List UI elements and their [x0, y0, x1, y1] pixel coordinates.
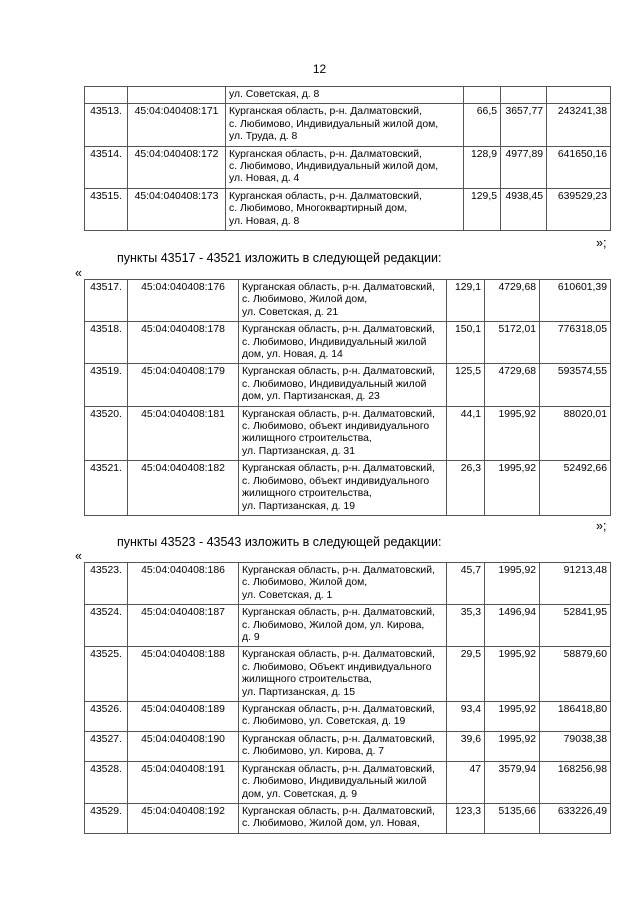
cadastral-value-cell: 58879,60 — [540, 647, 611, 702]
cadastral-value-cell: 776318,05 — [540, 322, 611, 364]
row-number-cell: 43521. — [85, 461, 128, 516]
area-cell: 45,7 — [447, 563, 485, 605]
area-cell: 66,5 — [464, 104, 501, 146]
table-row — [85, 461, 611, 516]
area-cell: 29,5 — [447, 647, 485, 702]
specific-value-cell: 4729,68 — [485, 280, 540, 322]
cadastral-number-cell: 45:04:040408:190 — [128, 731, 239, 761]
specific-value-cell — [501, 87, 547, 104]
area-cell: 125,5 — [447, 364, 485, 406]
address-cell — [226, 104, 464, 146]
address-cell — [239, 605, 447, 647]
address-line: Курганская область, р-н. Далматовский, — [229, 106, 422, 118]
row-number-cell: 43514. — [85, 146, 128, 188]
address-line: ул. Советская, д. 1 — [242, 589, 333, 601]
page-number: 12 — [312, 62, 327, 76]
address-line: с. Любимово, Многоквартирный дом, — [229, 203, 408, 215]
address-line: ул. Новая, д. 4 — [229, 173, 300, 185]
area-cell: 35,3 — [447, 605, 485, 647]
specific-value-cell: 3657,77 — [501, 104, 547, 146]
specific-value-cell: 5172,01 — [485, 322, 540, 364]
specific-value-cell: 4938,45 — [501, 188, 547, 230]
address-line: с. Любимово, Индивидуальный жилой — [242, 378, 427, 390]
area-cell — [464, 87, 501, 104]
address-cell — [239, 364, 447, 406]
address-line: Курганская область, р-н. Далматовский, — [242, 733, 435, 745]
table-row — [85, 104, 611, 146]
row-number-cell: 43518. — [85, 322, 128, 364]
property-table-2 — [84, 279, 611, 516]
specific-value-cell: 4729,68 — [485, 364, 540, 406]
row-number-cell: 43527. — [85, 731, 128, 761]
address-line: Курганская область, р-н. Далматовский, — [242, 805, 435, 817]
address-line: ул. Советская, д. 8 — [229, 89, 320, 100]
address-cell — [239, 731, 447, 761]
area-cell: 123,3 — [447, 803, 485, 833]
address-line: ул. Новая, д. 8 — [229, 215, 300, 227]
address-line: с. Любимово, Индивидуальный жилой дом, — [229, 118, 439, 130]
table-row — [85, 188, 611, 230]
row-number-cell: 43529. — [85, 803, 128, 833]
address-line: Курганская область, р-н. Далматовский, — [229, 148, 422, 160]
cadastral-number-cell: 45:04:040408:171 — [128, 104, 226, 146]
row-number-cell: 43525. — [85, 647, 128, 702]
address-line: ул. Партизанская, д. 15 — [242, 686, 355, 698]
address-cell — [239, 563, 447, 605]
row-number-cell: 43519. — [85, 364, 128, 406]
area-cell: 39,6 — [447, 731, 485, 761]
row-number-cell: 43528. — [85, 761, 128, 803]
specific-value-cell: 1995,92 — [485, 563, 540, 605]
cadastral-value-cell: 168256,98 — [540, 761, 611, 803]
address-cell — [239, 761, 447, 803]
row-number-cell: 43513. — [85, 104, 128, 146]
address-line: с. Любимово, ул. Кирова, д. 7 — [242, 746, 385, 758]
area-cell: 26,3 — [447, 461, 485, 516]
address-line: Курганская область, р-н. Далматовский, — [242, 763, 435, 775]
cadastral-number-cell: 45:04:040408:181 — [128, 406, 239, 461]
cadastral-value-cell: 52841,95 — [540, 605, 611, 647]
cadastral-number-cell: 45:04:040408:189 — [128, 702, 239, 732]
cadastral-value-cell: 88020,01 — [540, 406, 611, 461]
address-line: с. Любимово, объект индивидуального — [242, 421, 430, 433]
specific-value-cell: 1995,92 — [485, 406, 540, 461]
address-cell — [239, 461, 447, 516]
table-row — [85, 803, 611, 833]
table-row — [85, 702, 611, 732]
table-row — [85, 322, 611, 364]
cadastral-value-cell: 52492,66 — [540, 461, 611, 516]
address-line: Курганская область, р-н. Далматовский, — [242, 704, 435, 716]
row-number-cell: 43517. — [85, 280, 128, 322]
address-line: с. Любимово, Индивидуальный жилой дом, — [229, 161, 439, 173]
section-heading-1: пункты 43517 - 43521 изложить в следующей редакции: — [117, 251, 442, 265]
address-line: с. Любимово, ул. Советская, д. 19 — [242, 716, 406, 728]
table-row — [85, 280, 611, 322]
cadastral-value-cell — [547, 87, 611, 104]
address-line: с. Любимово, объект индивидуального — [242, 475, 430, 487]
specific-value-cell: 1995,92 — [485, 702, 540, 732]
address-line: с. Любимово, Жилой дом, — [242, 577, 368, 589]
closing-quote-mark: »; — [596, 519, 607, 533]
table-row — [85, 605, 611, 647]
cadastral-number-cell: 45:04:040408:178 — [128, 322, 239, 364]
area-cell: 44,1 — [447, 406, 485, 461]
address-line: с. Любимово, Индивидуальный жилой — [242, 336, 427, 348]
area-cell: 93,4 — [447, 702, 485, 732]
area-cell: 150,1 — [447, 322, 485, 364]
specific-value-cell: 3579,94 — [485, 761, 540, 803]
row-number-cell: 43520. — [85, 406, 128, 461]
cadastral-number-cell: 45:04:040408:191 — [128, 761, 239, 803]
cadastral-value-cell: 243241,38 — [547, 104, 611, 146]
address-line: Курганская область, р-н. Далматовский, — [229, 190, 422, 202]
specific-value-cell: 1995,92 — [485, 461, 540, 516]
specific-value-cell: 4977,89 — [501, 146, 547, 188]
table-row — [85, 761, 611, 803]
address-line: с. Любимово, Жилой дом, ул. Новая, — [242, 818, 420, 830]
address-line: д. 9 — [242, 632, 260, 644]
address-cell — [239, 322, 447, 364]
address-line: ул. Труда, д. 8 — [229, 131, 298, 143]
address-line: Курганская область, р-н. Далматовский, — [242, 607, 435, 619]
cadastral-value-cell: 79038,38 — [540, 731, 611, 761]
area-cell: 129,1 — [447, 280, 485, 322]
specific-value-cell: 1995,92 — [485, 731, 540, 761]
area-cell: 129,5 — [464, 188, 501, 230]
table-row — [85, 364, 611, 406]
address-line: жилищного строительства, — [242, 433, 372, 445]
address-cell — [226, 188, 464, 230]
address-cell — [226, 87, 464, 104]
row-number-cell: 43523. — [85, 563, 128, 605]
cadastral-number-cell: 45:04:040408:179 — [128, 364, 239, 406]
cadastral-number-cell: 45:04:040408:188 — [128, 647, 239, 702]
table-row — [85, 406, 611, 461]
address-cell — [239, 406, 447, 461]
address-line: ул. Партизанская, д. 31 — [242, 445, 355, 457]
address-cell — [226, 146, 464, 188]
address-line: Курганская область, р-н. Далматовский, — [242, 366, 435, 378]
cadastral-value-cell: 633226,49 — [540, 803, 611, 833]
row-number-cell — [85, 87, 128, 104]
cadastral-value-cell: 593574,55 — [540, 364, 611, 406]
row-number-cell: 43515. — [85, 188, 128, 230]
specific-value-cell: 1995,92 — [485, 647, 540, 702]
specific-value-cell: 5135,66 — [485, 803, 540, 833]
cadastral-value-cell: 186418,80 — [540, 702, 611, 732]
address-line: дом, ул. Советская, д. 9 — [242, 788, 358, 800]
property-table-1 — [84, 86, 611, 231]
cadastral-value-cell: 610601,39 — [540, 280, 611, 322]
area-cell: 47 — [447, 761, 485, 803]
address-line: с. Любимово, Жилой дом, ул. Кирова, — [242, 619, 425, 631]
cadastral-number-cell — [128, 87, 226, 104]
address-line: Курганская область, р-н. Далматовский, — [242, 463, 435, 475]
cadastral-number-cell: 45:04:040408:176 — [128, 280, 239, 322]
cadastral-number-cell: 45:04:040408:192 — [128, 803, 239, 833]
table-row — [85, 146, 611, 188]
opening-quote-mark: « — [75, 266, 82, 280]
cadastral-value-cell: 641650,16 — [547, 146, 611, 188]
cadastral-value-cell: 639529,23 — [547, 188, 611, 230]
address-line: жилищного строительства, — [242, 674, 372, 686]
address-cell — [239, 702, 447, 732]
address-line: жилищного строительства, — [242, 488, 372, 500]
section-heading-2: пункты 43523 - 43543 изложить в следующей редакции: — [117, 535, 442, 549]
address-line: ул. Советская, д. 21 — [242, 306, 339, 318]
address-cell — [239, 803, 447, 833]
row-number-cell: 43524. — [85, 605, 128, 647]
address-line: с. Любимово, Индивидуальный жилой — [242, 776, 427, 788]
address-line: дом, ул. Партизанская, д. 23 — [242, 391, 380, 403]
address-line: Курганская область, р-н. Далматовский, — [242, 282, 435, 293]
cadastral-number-cell: 45:04:040408:187 — [128, 605, 239, 647]
address-cell — [239, 280, 447, 322]
closing-quote-mark: »; — [596, 236, 607, 250]
cadastral-value-cell: 91213,48 — [540, 563, 611, 605]
area-cell: 128,9 — [464, 146, 501, 188]
table-row — [85, 731, 611, 761]
address-line: Курганская область, р-н. Далматовский, — [242, 408, 435, 420]
opening-quote-mark: « — [75, 549, 82, 563]
property-table-3 — [84, 562, 611, 834]
row-number-cell: 43526. — [85, 702, 128, 732]
table-row — [85, 563, 611, 605]
cadastral-number-cell: 45:04:040408:173 — [128, 188, 226, 230]
address-line: дом, ул. Новая, д. 14 — [242, 349, 343, 361]
address-line: Курганская область, р-н. Далматовский, — [242, 565, 435, 576]
address-line: Курганская область, р-н. Далматовский, — [242, 649, 435, 661]
address-line: с. Любимово, Жилой дом, — [242, 294, 368, 306]
cadastral-number-cell: 45:04:040408:182 — [128, 461, 239, 516]
cadastral-number-cell: 45:04:040408:186 — [128, 563, 239, 605]
specific-value-cell: 1496,94 — [485, 605, 540, 647]
table-row — [85, 87, 611, 104]
address-line: ул. Партизанская, д. 19 — [242, 500, 355, 512]
table-row — [85, 647, 611, 702]
address-line: Курганская область, р-н. Далматовский, — [242, 324, 435, 336]
cadastral-number-cell: 45:04:040408:172 — [128, 146, 226, 188]
address-line: с. Любимово, Объект индивидуального — [242, 661, 432, 673]
address-cell — [239, 647, 447, 702]
